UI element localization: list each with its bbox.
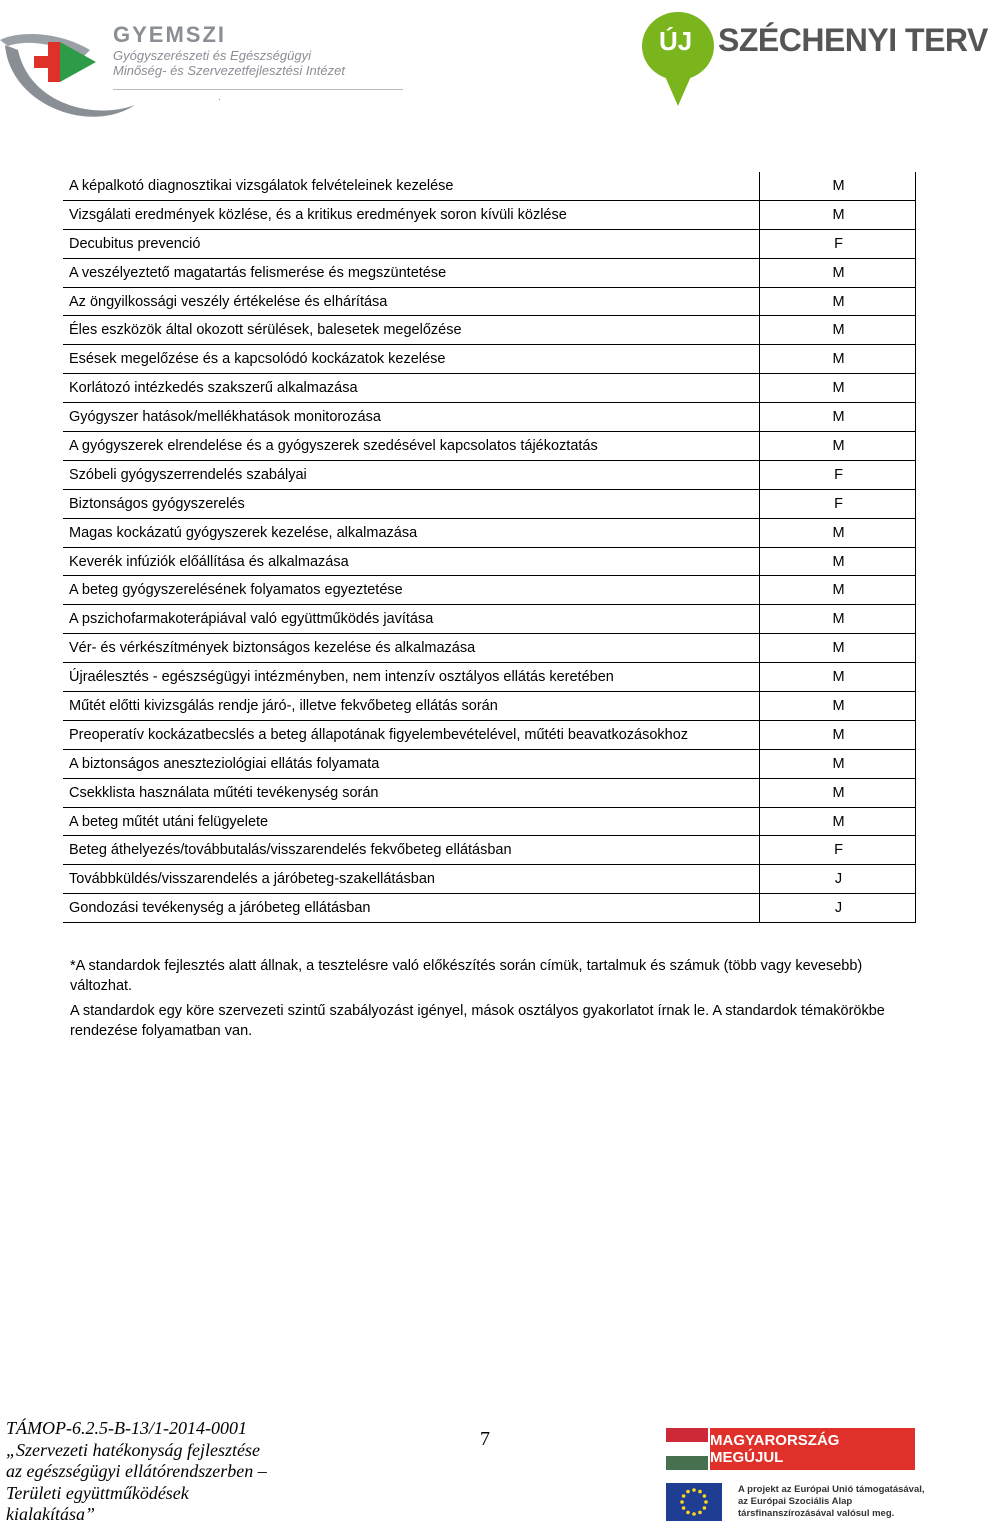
table-row	[63, 518, 916, 547]
standard-code: J	[759, 894, 915, 923]
table-row	[63, 663, 916, 692]
standard-name: Korlátozó intézkedés szakszerű alkalmazása	[63, 374, 759, 403]
standard-code: M	[759, 576, 915, 605]
eu-funding-notice	[738, 1484, 925, 1520]
standard-code: M	[759, 403, 915, 432]
magyarorszag-megujul-banner: MAGYARORSZÁG MEGÚJUL	[710, 1428, 915, 1470]
footnote-standards-scope: A standardok egy köre szervezeti szintű szabályozást igényel, mások osztályos gyakorlatot írnak le. A standardok témakörökbe rendezése folyamatban van.	[70, 1003, 885, 1039]
standard-code: M	[759, 720, 915, 749]
standard-name: Beteg áthelyezés/továbbutalás/visszarendelés fekvőbeteg ellátásban	[63, 836, 759, 865]
standard-name: Biztonságos gyógyszerelés	[63, 489, 759, 518]
gyemszi-subtitle-line1: Gyógyszerészeti és Egészségügyi	[113, 48, 311, 63]
standard-code: M	[759, 345, 915, 374]
eu-flag-icon	[666, 1483, 722, 1521]
footer-project-title-line2: az egészségügyi ellátórendszerben –	[6, 1461, 267, 1481]
table-row	[63, 432, 916, 461]
table-row	[63, 894, 916, 923]
standard-code: M	[759, 432, 915, 461]
standard-code: M	[759, 518, 915, 547]
standard-code: M	[759, 634, 915, 663]
standard-code: M	[759, 605, 915, 634]
standard-name: Magas kockázatú gyógyszerek kezelése, alkalmazása	[63, 518, 759, 547]
footer-project-title-line4: kialakítása”	[6, 1504, 95, 1524]
gyemszi-logo-title: GYEMSZI	[113, 22, 227, 47]
table-row	[63, 720, 916, 749]
standard-code: F	[759, 460, 915, 489]
table-row	[63, 692, 916, 721]
table-row	[63, 345, 916, 374]
table-row	[63, 258, 916, 287]
standard-code: M	[759, 547, 915, 576]
eu-funding-line3: társfinanszírozásával valósul meg.	[738, 1508, 895, 1519]
table-row	[63, 807, 916, 836]
footer-project-code: TÁMOP-6.2.5-B-13/1-2014-0001	[6, 1418, 247, 1438]
standards-table	[63, 172, 916, 923]
hungarian-flag-icon	[666, 1428, 708, 1470]
table-row	[63, 634, 916, 663]
standard-name: Keverék infúziók előállítása és alkalmazása	[63, 547, 759, 576]
standard-name: Decubitus prevenció	[63, 229, 759, 258]
standard-name: Esések megelőzése és a kapcsolódó kockázatok kezelése	[63, 345, 759, 374]
footer-project-title-line3: Területi együttműködések	[6, 1482, 189, 1503]
gyemszi-dot: .	[218, 92, 221, 103]
standard-name: A beteg műtét utáni felügyelete	[63, 807, 759, 836]
table-row	[63, 605, 916, 634]
standard-name: Preoperatív kockázatbecslés a beteg állapotának figyelembevételével, műtéti beavatkozásokhoz	[63, 720, 759, 749]
table-row	[63, 403, 916, 432]
standard-code: M	[759, 692, 915, 721]
standard-code: M	[759, 749, 915, 778]
table-row	[63, 576, 916, 605]
standard-name: Vizsgálati eredmények közlése, és a kritikus eredmények soron kívüli közlése	[63, 200, 759, 229]
standard-name: A pszichofarmakoterápiával való együttműködés javítása	[63, 605, 759, 634]
standard-name: A képalkotó diagnosztikai vizsgálatok felvételeinek kezelése	[63, 172, 759, 200]
standard-name: Vér- és vérkészítmények biztonságos kezelése és alkalmazása	[63, 634, 759, 663]
standard-name: Újraélesztés - egészségügyi intézményben, nem intenzív osztályos ellátás keretében	[63, 663, 759, 692]
standard-name: Csekklista használata műtéti tevékenység során	[63, 778, 759, 807]
standard-code: M	[759, 807, 915, 836]
standard-code: M	[759, 778, 915, 807]
standard-name: A gyógyszerek elrendelése és a gyógyszerek szedésével kapcsolatos tájékoztatás	[63, 432, 759, 461]
standard-name: Éles eszközök által okozott sérülések, balesetek megelőzése	[63, 316, 759, 345]
table-row	[63, 865, 916, 894]
uj-logo-text: ÚJ	[659, 26, 693, 56]
table-row	[63, 836, 916, 865]
standard-name: Továbbküldés/visszarendelés a járóbeteg-szakellátásban	[63, 865, 759, 894]
standard-name: Gondozási tevékenység a járóbeteg ellátásban	[63, 894, 759, 923]
standard-code: M	[759, 172, 915, 200]
footer-project-title-line1: „Szervezeti hatékonyság fejlesztése	[6, 1439, 260, 1460]
szechenyi-terv-logo-text: SZÉCHENYI TERV	[718, 22, 988, 58]
standard-name: A beteg gyógyszerelésének folyamatos egyeztetése	[63, 576, 759, 605]
standard-name: Az öngyilkossági veszély értékelése és elhárítása	[63, 287, 759, 316]
standard-name: Műtét előtti kivizsgálás rendje járó-, illetve fekvőbeteg ellátás során	[63, 692, 759, 721]
gyemszi-subtitle-line2: Minőség- és Szervezetfejlesztési Intézet	[113, 63, 345, 78]
standard-code: M	[759, 287, 915, 316]
standard-code: M	[759, 200, 915, 229]
standard-code: J	[759, 865, 915, 894]
standard-code: F	[759, 836, 915, 865]
table-row	[63, 460, 916, 489]
page-number: 7	[480, 1428, 490, 1450]
table-row	[63, 172, 916, 200]
table-row	[63, 749, 916, 778]
eu-funding-line2: az Európai Szociális Alap	[738, 1496, 853, 1507]
footnote-standards-development: *A standardok fejlesztés alatt állnak, a tesztelésre való előkészítés során címük, tartalmuk és számuk (több vagy kevesebb) változhat.	[70, 958, 863, 994]
eu-funding-line1: A projekt az Európai Unió támogatásával,	[738, 1484, 925, 1495]
standard-code: F	[759, 489, 915, 518]
table-row	[63, 316, 916, 345]
standard-name: Gyógyszer hatások/mellékhatások monitorozása	[63, 403, 759, 432]
table-row	[63, 229, 916, 258]
table-row	[63, 374, 916, 403]
table-row	[63, 547, 916, 576]
table-row	[63, 489, 916, 518]
table-row	[63, 287, 916, 316]
standards-table-body	[63, 172, 916, 923]
standard-name: A veszélyeztető magatartás felismerése és megszüntetése	[63, 258, 759, 287]
standard-code: M	[759, 374, 915, 403]
table-row	[63, 778, 916, 807]
standard-name: Szóbeli gyógyszerrendelés szabályai	[63, 460, 759, 489]
standard-code: F	[759, 229, 915, 258]
standard-name: A biztonságos aneszteziológiai ellátás folyamata	[63, 749, 759, 778]
standard-code: M	[759, 258, 915, 287]
table-row	[63, 200, 916, 229]
standard-code: M	[759, 663, 915, 692]
gyemszi-divider	[113, 89, 403, 90]
standard-code: M	[759, 316, 915, 345]
footer-project-info	[6, 1418, 306, 1526]
